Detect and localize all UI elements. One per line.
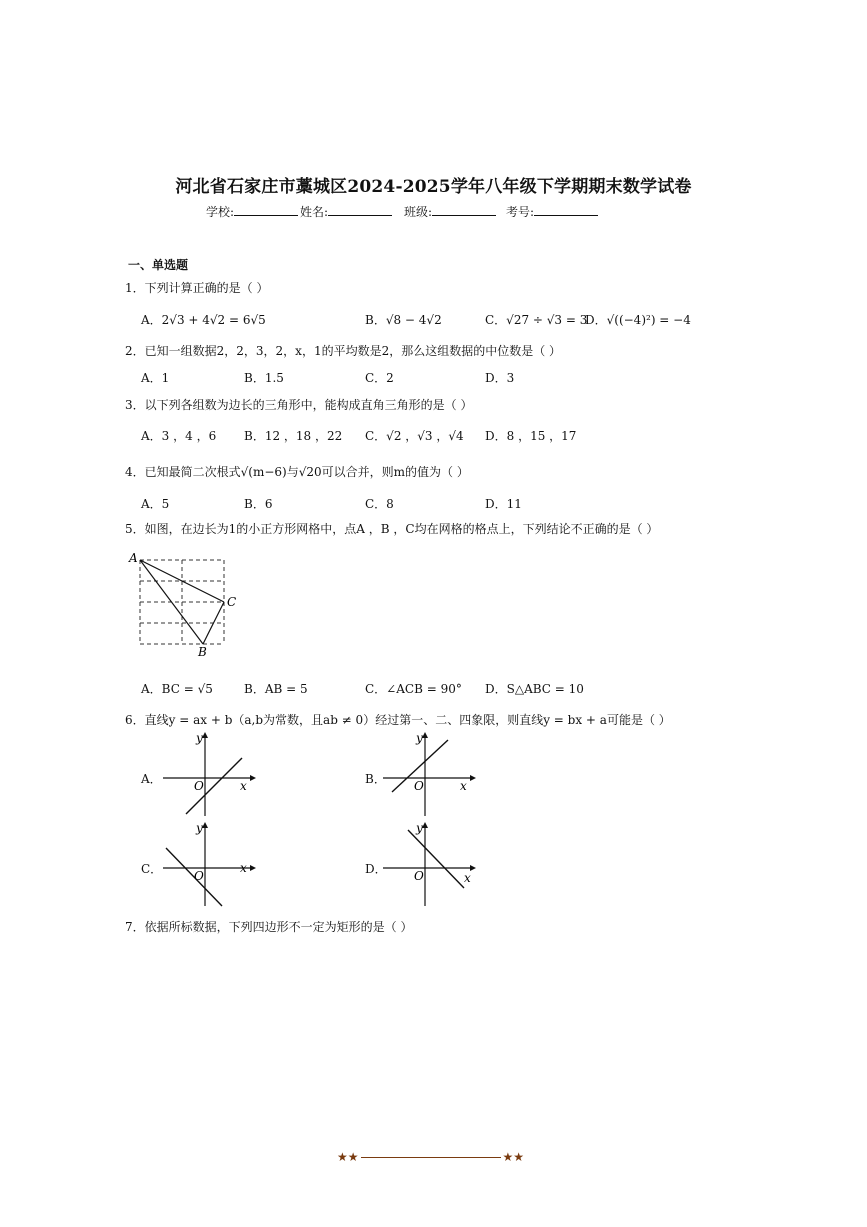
question-6-option-d[interactable]: D． — [365, 862, 387, 876]
question-4-option-a[interactable]: A．5 — [141, 497, 170, 511]
page-footer-ornament — [337, 1150, 524, 1164]
question-6-stem: 6．直线y = ax + b（a,b为常数，且ab ≠ 0）经过第一、二、四象限，则直线y = bx + a可能是（ ） — [125, 713, 671, 727]
question-1-option-a[interactable]: A．2√3 + 4√2 = 6√5 — [141, 313, 266, 327]
svg-text:O: O — [194, 779, 204, 793]
question-7-stem: 7．依据所标数据，下列四边形不一定为矩形的是（ ） — [125, 920, 413, 934]
question-1-stem: 1．下列计算正确的是（ ） — [125, 281, 269, 295]
section-heading: 一、单选题 — [128, 258, 189, 272]
question-6-graph-d[interactable] — [378, 820, 478, 910]
number-field[interactable] — [506, 203, 598, 220]
class-label: 班级: — [404, 205, 433, 219]
svg-text:y: y — [196, 731, 203, 745]
grid-lines — [140, 560, 224, 644]
footer-divider — [361, 1157, 501, 1159]
svg-text:O: O — [414, 869, 424, 883]
page-title: 河北省石家庄市藁城区2024-2025学年八年级下学期期末数学试卷 — [175, 177, 692, 197]
question-5-option-c[interactable]: C．∠ACB = 90° — [365, 682, 462, 696]
name-field[interactable] — [300, 203, 392, 220]
question-6-graph-b[interactable] — [378, 730, 478, 820]
name-label: 姓名: — [300, 205, 329, 219]
question-2-option-d[interactable]: D．3 — [485, 371, 515, 385]
question-6-graph-c[interactable] — [158, 820, 258, 910]
question-6-option-a[interactable]: A． — [141, 772, 162, 786]
point-a-label: A — [129, 551, 138, 565]
number-label: 考号: — [506, 205, 535, 219]
svg-text:x: x — [240, 779, 247, 793]
footer-stars-right: ★★ — [502, 1150, 525, 1164]
question-3-option-b[interactable]: B．12 ，18 ，22 — [244, 429, 343, 443]
question-2-option-a[interactable]: A．1 — [141, 371, 170, 385]
svg-text:y: y — [196, 821, 203, 835]
school-label: 学校: — [206, 205, 235, 219]
question-5-stem: 5．如图，在边长为1的小正方形网格中，点A ，B ，C均在网格的格点上，下列结论不正确的是（ ） — [125, 522, 659, 536]
question-5-option-d[interactable]: D．S△ABC = 10 — [485, 682, 584, 696]
question-2-stem: 2．已知一组数据2，2，3，2，x，1的平均数是2，那么这组数据的中位数是（ ） — [125, 344, 562, 358]
question-3-option-d[interactable]: D．8 ，15 ，17 — [485, 429, 577, 443]
svg-text:y: y — [416, 731, 423, 745]
question-6-option-b[interactable]: B． — [365, 772, 386, 786]
question-4-option-d[interactable]: D．11 — [485, 497, 522, 511]
question-1-option-d[interactable]: D．√((−4)²) = −4 — [585, 313, 691, 327]
question-3-option-c[interactable]: C．√2 ，√3 ，√4 — [365, 429, 464, 443]
svg-text:O: O — [194, 869, 204, 883]
grid-triangle-figure — [125, 550, 245, 660]
point-b-label: B — [198, 645, 207, 659]
question-5-option-a[interactable]: A．BC = √5 — [141, 682, 213, 696]
svg-text:O: O — [414, 779, 424, 793]
question-2-option-c[interactable]: C．2 — [365, 371, 394, 385]
footer-stars-left: ★★ — [337, 1150, 359, 1164]
class-field[interactable] — [404, 203, 496, 220]
school-field[interactable] — [206, 203, 298, 220]
svg-text:x: x — [460, 779, 467, 793]
question-5-option-b[interactable]: B．AB = 5 — [244, 682, 308, 696]
question-3-option-a[interactable]: A．3 ，4 ，6 — [141, 429, 217, 443]
svg-text:x: x — [240, 861, 247, 875]
question-2-option-b[interactable]: B．1.5 — [244, 371, 284, 385]
question-6-graph-a[interactable] — [158, 730, 258, 820]
question-1-option-c[interactable]: C．√27 ÷ √3 = 3 — [485, 313, 588, 327]
question-3-stem: 3．以下列各组数为边长的三角形中，能构成直角三角形的是（ ） — [125, 398, 473, 412]
question-6-option-c[interactable]: C． — [141, 862, 163, 876]
svg-text:x: x — [464, 871, 471, 885]
question-4-option-c[interactable]: C．8 — [365, 497, 394, 511]
svg-text:y: y — [416, 821, 423, 835]
point-c-label: C — [227, 595, 237, 609]
question-1-option-b[interactable]: B．√8 − 4√2 — [365, 313, 442, 327]
question-4-stem: 4．已知最简二次根式√(m−6)与√20可以合并，则m的值为（ ） — [125, 465, 469, 479]
question-4-option-b[interactable]: B．6 — [244, 497, 273, 511]
